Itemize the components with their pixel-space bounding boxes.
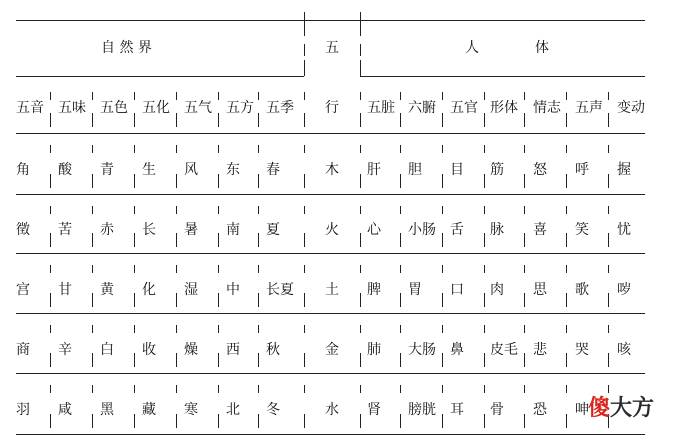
table-cell: 呼 xyxy=(575,162,589,178)
table-cell: 咸 xyxy=(58,402,72,418)
vertical-rule xyxy=(400,92,401,100)
vertical-rule xyxy=(134,353,135,367)
vertical-rule xyxy=(566,145,567,153)
table-cell: 悲 xyxy=(533,342,547,358)
vertical-rule xyxy=(50,174,51,188)
vertical-rule xyxy=(258,325,259,333)
vertical-rule xyxy=(92,325,93,333)
vertical-rule xyxy=(566,293,567,307)
vertical-rule xyxy=(400,233,401,247)
vertical-rule xyxy=(176,414,177,428)
vertical-rule xyxy=(360,44,361,56)
table-cell: 咳 xyxy=(617,342,631,358)
vertical-rule xyxy=(360,325,361,333)
column-header: 五化 xyxy=(142,100,170,116)
table-cell: 哕 xyxy=(617,282,631,298)
vertical-rule xyxy=(258,145,259,153)
vertical-rule xyxy=(442,145,443,153)
table-cell: 心 xyxy=(367,222,381,238)
horizontal-rule xyxy=(16,313,645,314)
table-cell: 耳 xyxy=(450,402,464,418)
vertical-rule xyxy=(524,92,525,100)
header-wu: 五 xyxy=(325,40,339,56)
horizontal-rule xyxy=(16,373,645,374)
vertical-rule xyxy=(484,206,485,214)
vertical-rule xyxy=(258,414,259,428)
table-cell: 水 xyxy=(325,402,339,418)
column-header: 五声 xyxy=(575,100,603,116)
vertical-rule xyxy=(484,113,485,127)
vertical-rule xyxy=(92,353,93,367)
column-header: 五季 xyxy=(266,100,294,116)
vertical-rule xyxy=(134,206,135,214)
vertical-rule xyxy=(218,385,219,393)
table-cell: 歌 xyxy=(575,282,589,298)
vertical-rule xyxy=(304,265,305,273)
vertical-rule xyxy=(484,414,485,428)
table-cell: 风 xyxy=(184,162,198,178)
vertical-rule xyxy=(50,385,51,393)
vertical-rule xyxy=(304,113,305,127)
vertical-rule xyxy=(218,206,219,214)
vertical-rule xyxy=(50,414,51,428)
horizontal-rule xyxy=(16,434,645,435)
vertical-rule xyxy=(258,293,259,307)
column-header: 形体 xyxy=(490,100,518,116)
vertical-rule xyxy=(176,113,177,127)
vertical-rule xyxy=(134,414,135,428)
table-cell: 脉 xyxy=(490,222,504,238)
vertical-rule xyxy=(360,174,361,188)
vertical-rule xyxy=(50,233,51,247)
table-cell: 喜 xyxy=(533,222,547,238)
vertical-rule xyxy=(442,233,443,247)
table-cell: 南 xyxy=(226,222,240,238)
table-cell: 甘 xyxy=(58,282,72,298)
vertical-rule xyxy=(524,353,525,367)
vertical-rule xyxy=(134,233,135,247)
vertical-rule xyxy=(608,293,609,307)
table-cell: 藏 xyxy=(142,402,156,418)
column-header: 六腑 xyxy=(408,100,436,116)
column-header: 五味 xyxy=(58,100,86,116)
vertical-rule xyxy=(218,353,219,367)
table-cell: 羽 xyxy=(16,402,30,418)
vertical-rule xyxy=(484,174,485,188)
vertical-rule xyxy=(92,233,93,247)
table-cell: 收 xyxy=(142,342,156,358)
vertical-rule xyxy=(484,92,485,100)
vertical-rule xyxy=(304,12,305,36)
vertical-rule xyxy=(566,92,567,100)
vertical-rule xyxy=(50,265,51,273)
vertical-rule xyxy=(304,92,305,100)
vertical-rule xyxy=(524,325,525,333)
table-cell: 肉 xyxy=(490,282,504,298)
vertical-rule xyxy=(566,206,567,214)
vertical-rule xyxy=(566,233,567,247)
table-cell: 中 xyxy=(226,282,240,298)
vertical-rule xyxy=(608,113,609,127)
header-body-left: 人 xyxy=(465,40,479,56)
table-cell: 脾 xyxy=(367,282,381,298)
vertical-rule xyxy=(524,233,525,247)
table-cell: 湿 xyxy=(184,282,198,298)
vertical-rule xyxy=(258,265,259,273)
vertical-rule xyxy=(134,174,135,188)
vertical-rule xyxy=(360,353,361,367)
vertical-rule xyxy=(566,385,567,393)
horizontal-rule xyxy=(16,76,304,77)
vertical-rule xyxy=(218,145,219,153)
vertical-rule xyxy=(608,206,609,214)
table-cell: 春 xyxy=(266,162,280,178)
table-cell: 黑 xyxy=(100,402,114,418)
vertical-rule xyxy=(50,293,51,307)
table-cell: 筋 xyxy=(490,162,504,178)
horizontal-rule xyxy=(16,194,645,195)
vertical-rule xyxy=(442,92,443,100)
vertical-rule xyxy=(442,206,443,214)
vertical-rule xyxy=(92,113,93,127)
vertical-rule xyxy=(524,293,525,307)
vertical-rule xyxy=(92,293,93,307)
vertical-rule xyxy=(134,145,135,153)
vertical-rule xyxy=(400,385,401,393)
header-body-right: 体 xyxy=(535,40,549,56)
table-cell: 哭 xyxy=(575,342,589,358)
table-cell: 忧 xyxy=(617,222,631,238)
vertical-rule xyxy=(442,174,443,188)
vertical-rule xyxy=(484,233,485,247)
vertical-rule xyxy=(442,353,443,367)
table-cell: 长 xyxy=(142,222,156,238)
vertical-rule xyxy=(524,174,525,188)
vertical-rule xyxy=(566,265,567,273)
vertical-rule xyxy=(566,174,567,188)
vertical-rule xyxy=(484,385,485,393)
table-cell: 商 xyxy=(16,342,30,358)
vertical-rule xyxy=(134,293,135,307)
vertical-rule xyxy=(524,414,525,428)
vertical-rule xyxy=(400,145,401,153)
vertical-rule xyxy=(442,414,443,428)
vertical-rule xyxy=(400,265,401,273)
table-cell: 笑 xyxy=(575,222,589,238)
vertical-rule xyxy=(608,233,609,247)
table-cell: 赤 xyxy=(100,222,114,238)
table-cell: 暑 xyxy=(184,222,198,238)
vertical-rule xyxy=(442,293,443,307)
vertical-rule xyxy=(524,113,525,127)
vertical-rule xyxy=(484,145,485,153)
table-cell: 角 xyxy=(16,162,30,178)
column-header: 行 xyxy=(325,100,339,116)
table-cell: 化 xyxy=(142,282,156,298)
vertical-rule xyxy=(218,265,219,273)
vertical-rule xyxy=(258,233,259,247)
table-cell: 寒 xyxy=(184,402,198,418)
vertical-rule xyxy=(360,60,361,76)
table-cell: 握 xyxy=(617,162,631,178)
vertical-rule xyxy=(360,265,361,273)
vertical-rule xyxy=(176,265,177,273)
vertical-rule xyxy=(566,325,567,333)
table-cell: 大肠 xyxy=(408,342,436,358)
table-cell: 思 xyxy=(533,282,547,298)
vertical-rule xyxy=(304,206,305,214)
vertical-rule xyxy=(304,414,305,428)
vertical-rule xyxy=(608,145,609,153)
vertical-rule xyxy=(524,206,525,214)
vertical-rule xyxy=(400,353,401,367)
vertical-rule xyxy=(134,265,135,273)
vertical-rule xyxy=(92,174,93,188)
vertical-rule xyxy=(218,174,219,188)
vertical-rule xyxy=(258,206,259,214)
vertical-rule xyxy=(92,206,93,214)
vertical-rule xyxy=(608,353,609,367)
vertical-rule xyxy=(524,265,525,273)
vertical-rule xyxy=(134,325,135,333)
column-header: 五音 xyxy=(16,100,44,116)
vertical-rule xyxy=(608,265,609,273)
table-cell: 土 xyxy=(325,282,339,298)
vertical-rule xyxy=(218,113,219,127)
vertical-rule xyxy=(360,206,361,214)
table-cell: 东 xyxy=(226,162,240,178)
vertical-rule xyxy=(442,265,443,273)
vertical-rule xyxy=(566,113,567,127)
vertical-rule xyxy=(176,293,177,307)
vertical-rule xyxy=(524,145,525,153)
vertical-rule xyxy=(258,113,259,127)
table-cell: 鼻 xyxy=(450,342,464,358)
table-cell: 冬 xyxy=(266,402,280,418)
vertical-rule xyxy=(360,145,361,153)
vertical-rule xyxy=(304,325,305,333)
vertical-rule xyxy=(176,145,177,153)
table-cell: 肝 xyxy=(367,162,381,178)
vertical-rule xyxy=(218,92,219,100)
vertical-rule xyxy=(442,325,443,333)
table-cell: 宫 xyxy=(16,282,30,298)
watermark-logo xyxy=(588,393,654,425)
table-cell: 西 xyxy=(226,342,240,358)
table-cell: 长夏 xyxy=(266,282,294,298)
table-cell: 苦 xyxy=(58,222,72,238)
vertical-rule xyxy=(304,293,305,307)
vertical-rule xyxy=(400,174,401,188)
table-cell: 小肠 xyxy=(408,222,436,238)
vertical-rule xyxy=(92,385,93,393)
vertical-rule xyxy=(304,174,305,188)
vertical-rule xyxy=(304,233,305,247)
horizontal-rule xyxy=(16,20,645,21)
column-header: 五脏 xyxy=(367,100,395,116)
vertical-rule xyxy=(400,113,401,127)
vertical-rule xyxy=(304,385,305,393)
vertical-rule xyxy=(304,353,305,367)
watermark-red-char: 傻 xyxy=(588,396,611,421)
vertical-rule xyxy=(92,265,93,273)
vertical-rule xyxy=(50,145,51,153)
vertical-rule xyxy=(92,414,93,428)
vertical-rule xyxy=(608,174,609,188)
vertical-rule xyxy=(400,293,401,307)
column-header: 五官 xyxy=(450,100,478,116)
vertical-rule xyxy=(400,414,401,428)
column-header: 五方 xyxy=(226,100,254,116)
table-cell: 火 xyxy=(325,222,339,238)
vertical-rule xyxy=(484,353,485,367)
vertical-rule xyxy=(50,353,51,367)
table-cell: 胆 xyxy=(408,162,422,178)
table-cell: 生 xyxy=(142,162,156,178)
vertical-rule xyxy=(360,113,361,127)
vertical-rule xyxy=(608,385,609,393)
watermark-dark-chars: 大方 xyxy=(610,396,655,421)
table-cell: 北 xyxy=(226,402,240,418)
vertical-rule xyxy=(218,325,219,333)
header-nature: 自 然 界 xyxy=(101,40,152,56)
vertical-rule xyxy=(218,233,219,247)
vertical-rule xyxy=(360,233,361,247)
vertical-rule xyxy=(442,113,443,127)
table-cell: 肾 xyxy=(367,402,381,418)
table-cell: 舌 xyxy=(450,222,464,238)
vertical-rule xyxy=(176,174,177,188)
vertical-rule xyxy=(92,145,93,153)
vertical-rule xyxy=(258,92,259,100)
table-cell: 肺 xyxy=(367,342,381,358)
table-cell: 骨 xyxy=(490,402,504,418)
vertical-rule xyxy=(484,265,485,273)
table-cell: 口 xyxy=(450,282,464,298)
table-cell: 燥 xyxy=(184,342,198,358)
vertical-rule xyxy=(134,92,135,100)
vertical-rule xyxy=(360,12,361,36)
vertical-rule xyxy=(442,385,443,393)
table-cell: 目 xyxy=(450,162,464,178)
vertical-rule xyxy=(176,233,177,247)
vertical-rule xyxy=(176,92,177,100)
table-cell: 徵 xyxy=(16,222,30,238)
vertical-rule xyxy=(608,325,609,333)
table-cell: 夏 xyxy=(266,222,280,238)
table-cell: 白 xyxy=(100,342,114,358)
table-cell: 胃 xyxy=(408,282,422,298)
vertical-rule xyxy=(566,414,567,428)
table-cell: 皮毛 xyxy=(490,342,518,358)
vertical-rule xyxy=(524,385,525,393)
column-header: 五色 xyxy=(100,100,128,116)
table-cell: 呻 xyxy=(575,402,589,418)
column-header: 变动 xyxy=(617,100,645,116)
vertical-rule xyxy=(176,385,177,393)
vertical-rule xyxy=(134,113,135,127)
horizontal-rule xyxy=(16,133,645,134)
vertical-rule xyxy=(258,174,259,188)
vertical-rule xyxy=(134,385,135,393)
vertical-rule xyxy=(92,92,93,100)
column-header: 情志 xyxy=(533,100,561,116)
vertical-rule xyxy=(50,206,51,214)
vertical-rule xyxy=(360,414,361,428)
vertical-rule xyxy=(400,206,401,214)
table-cell: 辛 xyxy=(58,342,72,358)
table-cell: 怒 xyxy=(533,162,547,178)
table-cell: 黄 xyxy=(100,282,114,298)
table-cell: 木 xyxy=(325,162,339,178)
vertical-rule xyxy=(176,206,177,214)
table-cell: 秋 xyxy=(266,342,280,358)
vertical-rule xyxy=(400,325,401,333)
table-cell: 青 xyxy=(100,162,114,178)
table-cell: 恐 xyxy=(533,402,547,418)
vertical-rule xyxy=(258,385,259,393)
vertical-rule xyxy=(176,353,177,367)
vertical-rule xyxy=(258,353,259,367)
column-header: 五气 xyxy=(184,100,212,116)
vertical-rule xyxy=(50,92,51,100)
vertical-rule xyxy=(304,145,305,153)
vertical-rule xyxy=(176,325,177,333)
vertical-rule xyxy=(304,60,305,76)
vertical-rule xyxy=(304,44,305,56)
vertical-rule xyxy=(50,113,51,127)
table-cell: 膀胱 xyxy=(408,402,436,418)
vertical-rule xyxy=(608,92,609,100)
horizontal-rule xyxy=(16,253,645,254)
vertical-rule xyxy=(566,353,567,367)
vertical-rule xyxy=(50,325,51,333)
table-cell: 金 xyxy=(325,342,339,358)
vertical-rule xyxy=(218,414,219,428)
table-cell: 酸 xyxy=(58,162,72,178)
horizontal-rule xyxy=(360,76,645,77)
vertical-rule xyxy=(360,385,361,393)
vertical-rule xyxy=(218,293,219,307)
vertical-rule xyxy=(360,92,361,100)
vertical-rule xyxy=(484,293,485,307)
vertical-rule xyxy=(484,325,485,333)
vertical-rule xyxy=(360,293,361,307)
